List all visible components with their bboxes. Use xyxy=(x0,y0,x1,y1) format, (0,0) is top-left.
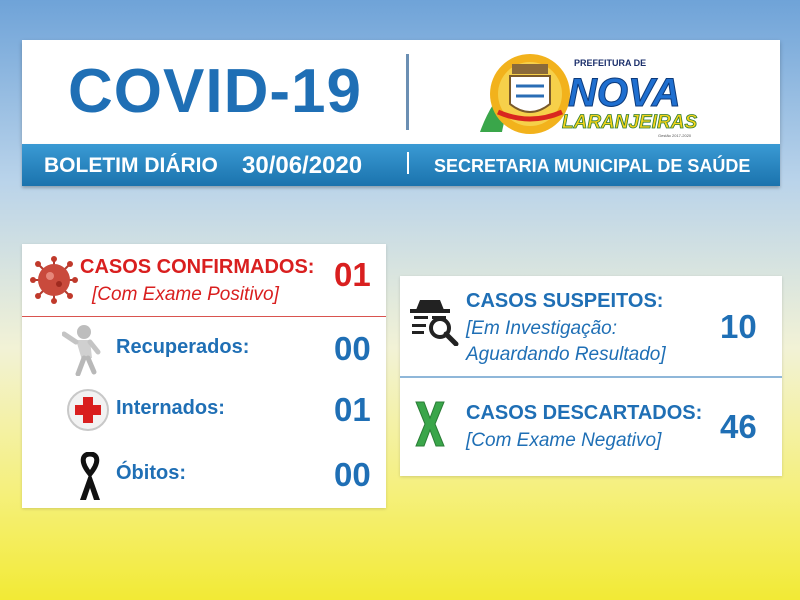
discarded-sub: [Com Exame Negativo] xyxy=(466,430,662,451)
red-cross-icon xyxy=(66,388,110,432)
suspected-cases-panel xyxy=(400,276,782,476)
banner xyxy=(22,144,780,186)
hospitalized-label: Internados: xyxy=(116,397,225,419)
recovered-person-icon xyxy=(62,324,104,376)
page-title: COVID-19 xyxy=(68,57,362,126)
logo-name-line2: LARANJEIRAS xyxy=(562,112,698,133)
investigator-icon xyxy=(406,296,460,346)
suspected-label: CASOS SUSPEITOS: xyxy=(466,290,664,312)
discarded-label: CASOS DESCARTADOS: xyxy=(466,402,703,424)
confirmed-divider xyxy=(22,316,386,317)
deaths-label: Óbitos: xyxy=(116,462,186,484)
recovered-label: Recuperados: xyxy=(116,336,250,358)
suspected-value: 10 xyxy=(720,308,757,345)
confirmed-value: 01 xyxy=(334,256,371,293)
city-logo xyxy=(470,46,706,140)
deaths-value: 00 xyxy=(334,456,371,493)
discarded-value: 46 xyxy=(720,408,757,445)
logo-name-line1: NOVA xyxy=(568,71,681,115)
logo-top-text: PREFEITURA DE xyxy=(574,58,647,68)
mourning-ribbon-icon xyxy=(76,452,104,502)
bulletin-date: 30/06/2020 xyxy=(242,152,363,179)
virus-icon xyxy=(30,256,78,304)
confirmed-label: CASOS CONFIRMADOS: xyxy=(80,256,315,278)
banner-divider xyxy=(407,152,409,174)
header xyxy=(22,40,780,144)
suspected-divider xyxy=(400,376,782,378)
bulletin-label: BOLETIM DIÁRIO xyxy=(44,154,218,177)
suspected-sub-line2: Aguardando Resultado] xyxy=(466,344,666,365)
confirmed-cases-panel xyxy=(22,244,386,508)
hospitalized-value: 01 xyxy=(334,391,371,428)
suspected-sub-line1: [Em Investigação: xyxy=(466,318,618,339)
header-divider xyxy=(406,54,409,130)
green-x-icon xyxy=(414,400,446,448)
secretariat-label: SECRETARIA MUNICIPAL DE SAÚDE xyxy=(434,156,751,176)
confirmed-sub: [Com Exame Positivo] xyxy=(92,284,279,305)
logo-small-text: Gestão 2017-2020 xyxy=(658,133,692,138)
recovered-value: 00 xyxy=(334,330,371,367)
